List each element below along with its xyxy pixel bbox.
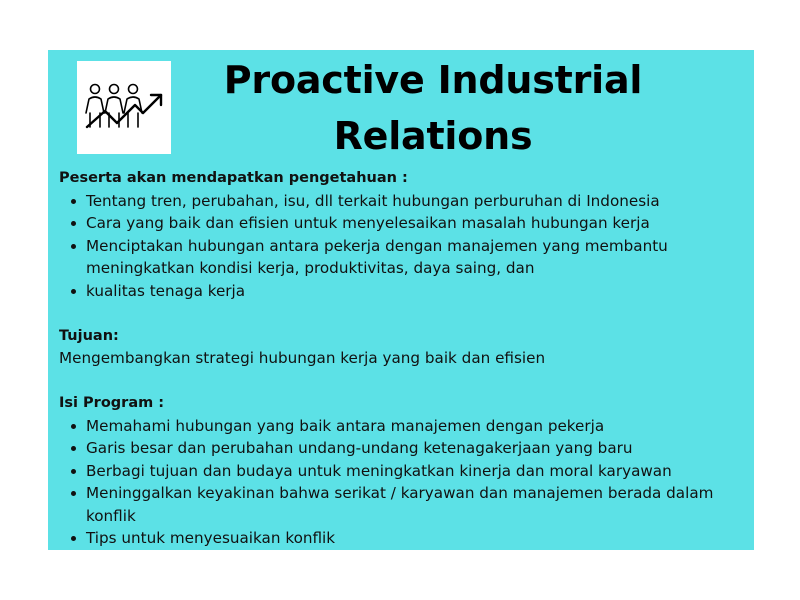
list-item: Garis besar dan perubahan undang-undang ketenagakerjaan yang baru (59, 437, 751, 460)
spacer (59, 302, 751, 325)
list-item: Meninggalkan keyakinan bahwa serikat / karyawan dan manajemen berada dalam konflik (59, 482, 751, 527)
list-item: Tips untuk menyesuaikan konflik (59, 527, 751, 550)
list-item: Memahami hubungan yang baik antara manajemen dengan pekerja (59, 415, 751, 438)
program-heading: Isi Program : (59, 395, 165, 411)
list-item: kualitas tenaga kerja (59, 280, 751, 303)
knowledge-heading: Peserta akan mendapatkan pengetahuan : (59, 170, 408, 186)
page-title: Proactive Industrial Relations (223, 58, 643, 158)
goal-text: Mengembangkan strategi hubungan kerja yang baik dan efisien (59, 349, 546, 367)
goal-heading: Tujuan: (59, 327, 119, 344)
list-item: Menciptakan hubungan antara pekerja dengan manajemen yang membantu meningkatkan kondisi kerja, produktivitas, daya saing, dan (59, 235, 751, 280)
knowledge-list (59, 190, 751, 303)
list-item: Cara yang baik dan efisien untuk menyelesaikan masalah hubungan kerja (59, 212, 751, 235)
program-list (59, 415, 751, 550)
course-card (48, 50, 754, 550)
people-growth-icon (77, 61, 171, 154)
content (59, 167, 751, 550)
list-item: Tentang tren, perubahan, isu, dll terkait hubungan perburuhan di Indonesia (59, 190, 751, 213)
list-item: Berbagi tujuan dan budaya untuk meningkatkan kinerja dan moral karyawan (59, 460, 751, 483)
spacer (59, 370, 751, 393)
